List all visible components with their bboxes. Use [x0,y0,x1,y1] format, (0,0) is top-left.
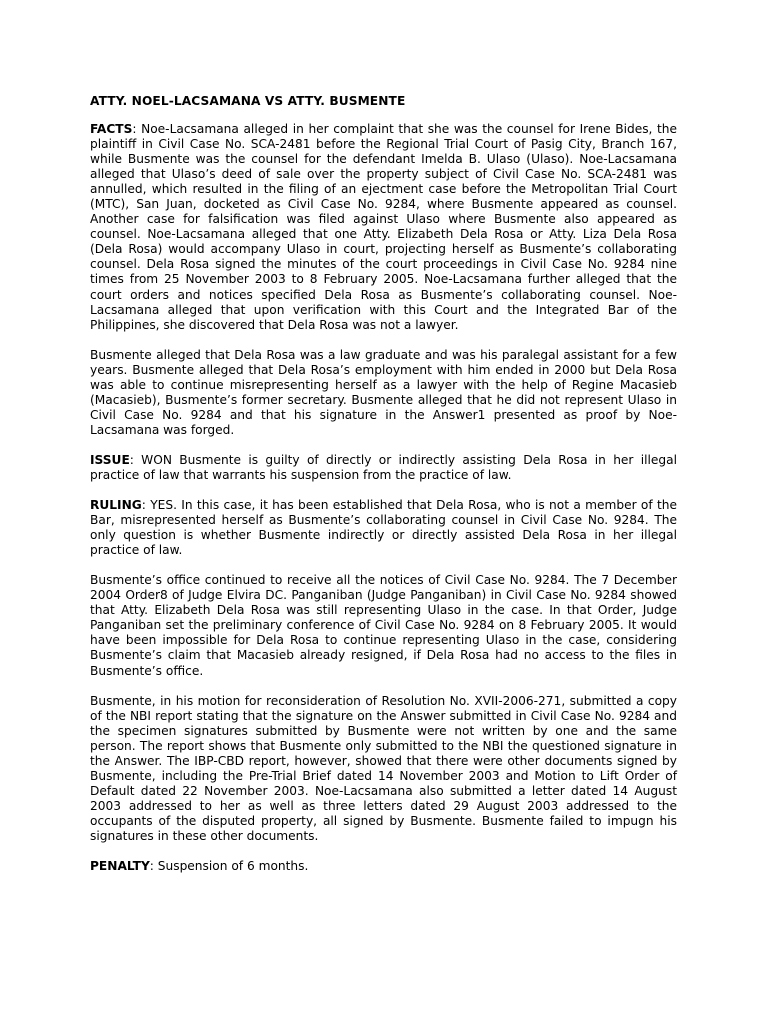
penalty-paragraph [90,859,677,874]
office-notices-paragraph: Busmente’s office continued to receive all the notices of Civil Case No. 9284. The 7 December 2004 Order8 of Judge Elvira DC. Panganiban (Judge Panganiban) in Civil Case No. 9284 showed that Atty. Elizabeth Dela Rosa was still representing Ulaso in the case. In that Order, Judge Panganiban set the preliminary conference of Civil Case No. 9284 on 8 February 2005. It would have been impossible for Dela Rosa to continue representing Ulaso in the case, considering Busmente’s claim that Macasieb already resigned, if Dela Rosa had no access to the files in Busmente’s office. [90,573,677,678]
facts-text: : Noe-Lacsamana alleged in her complaint that she was the counsel for Irene Bides, the plaintiff in Civil Case No. SCA-2481 before the Regional Trial Court of Pasig City, Branch 167, while Busmente was the counsel for the defendant Imelda B. Ulaso (Ulaso). Noe-Lacsamana alleged that Ulaso’s deed of sale over the property subject of Civil Case No. SCA-2481 was annulled, which resulted in the filing of an ejectment case before the Metropolitan Trial Court (MTC), San Juan, docketed as Civil Case No. 9284, where Busmente appeared as counsel. Another case for falsification was filed against Ulaso where Busmente also appeared as counsel. Noe-Lacsamana alleged that one Atty. Elizabeth Dela Rosa or Atty. Liza Dela Rosa (Dela Rosa) would accompany Ulaso in court, projecting herself as Busmente’s collaborating counsel. Dela Rosa signed the minutes of the court proceedings in Civil Case No. 9284 nine times from 25 November 2003 to 8 February 2005. Noe-Lacsamana further alleged that the court orders and notices specified Dela Rosa as Busmente’s collaborating counsel. Noe-Lacsamana alleged that upon verification with this Court and the Integrated Bar of the Philippines, she discovered that Dela Rosa was not a lawyer. [90,122,677,332]
issue-text: : WON Busmente is guilty of directly or indirectly assisting Dela Rosa in her illegal practice of law that warrants his suspension from the practice of law. [90,452,677,482]
ruling-label: RULING [90,498,142,513]
ruling-paragraph [90,498,677,558]
ruling-text: : YES. In this case, it has been established that Dela Rosa, who is not a member of the Bar, misrepresented herself as Busmente’s collaborating counsel in Civil Case No. 9284. The only question is whether Busmente indirectly or directly assisted Dela Rosa in her illegal practice of law. [90,498,677,558]
penalty-label: PENALTY [90,859,150,874]
issue-paragraph [90,453,677,483]
facts-paragraph [90,122,677,333]
facts-label: FACTS [90,122,133,136]
document-page [90,94,677,889]
case-title: ATTY. NOEL-LACSAMANA VS ATTY. BUSMENTE [90,94,406,108]
busmente-allegation-paragraph: Busmente alleged that Dela Rosa was a law graduate and was his paralegal assistant for a few years. Busmente alleged that Dela Rosa’s employment with him ended in 2000 but Dela Rosa was able to continue misrepresenting herself as a lawyer with the help of Regine Macasieb (Macasieb), Busmente’s former secretary. Busmente alleged that he did not represent Ulaso in Civil Case No. 9284 and that his signature in the Answer1 presented as proof by Noe-Lacsamana was forged. [90,347,677,437]
reconsideration-paragraph: Busmente, in his motion for reconsideration of Resolution No. XVII-2006-271, submitted a copy of the NBI report stating that the signature on the Answer submitted in Civil Case No. 9284 and the specimen signatures submitted by Busmente were not written by one and the same person. The report shows that Busmente only submitted to the NBI the questioned signature in the Answer. The IBP-CBD report, however, showed that there were other documents signed by Busmente, including the Pre-Trial Brief dated 14 November 2003 and Motion to Lift Order of Default dated 22 November 2003. Noe-Lacsamana also submitted a letter dated 14 August 2003 addressed to her as well as three letters dated 29 August 2003 addressed to the occupants of the disputed property, all signed by Busmente. Busmente failed to impugn his signatures in these other documents. [90,693,677,843]
issue-label: ISSUE [90,452,130,467]
penalty-text: : Suspension of 6 months. [149,859,309,874]
